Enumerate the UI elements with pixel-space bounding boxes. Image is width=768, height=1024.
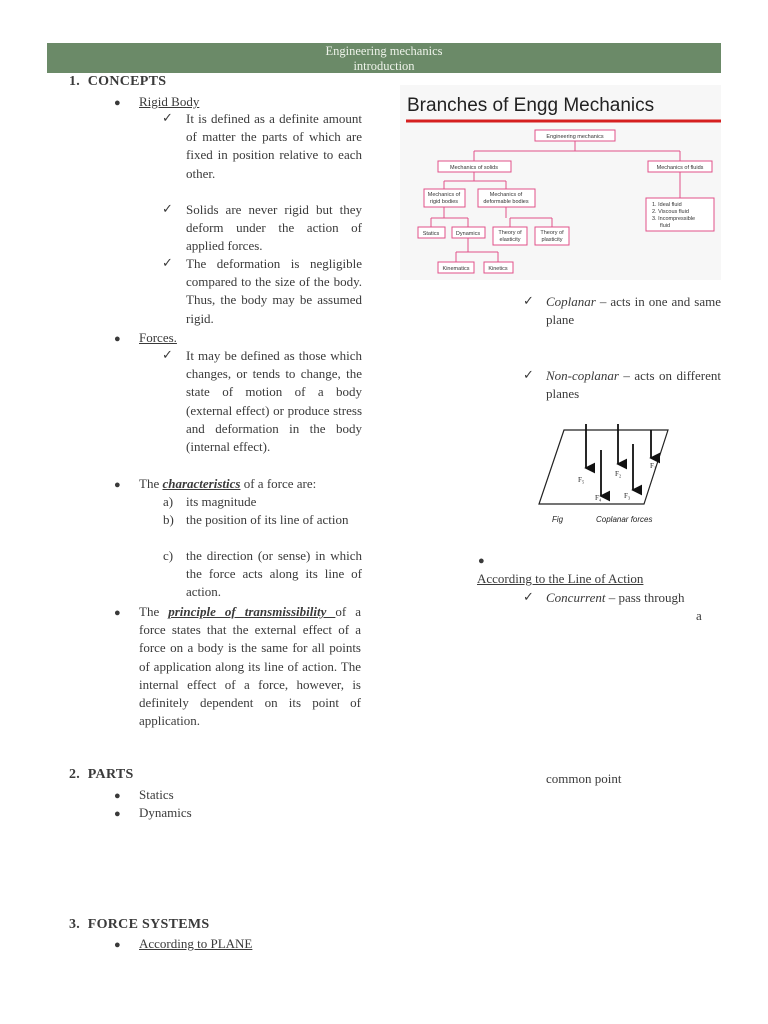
coplanar-forces-figure — [536, 424, 671, 530]
node-fluids-label: Mechanics of fluids — [656, 165, 704, 171]
node-rigid-label: Mechanics of — [427, 192, 461, 198]
branches-diagram-svg — [400, 85, 721, 280]
force-system-plane: According to PLANE — [139, 936, 253, 951]
section-heading-concepts: 1. CONCEPTS — [69, 74, 167, 89]
figure-label: Fig — [552, 515, 564, 524]
fluid-type-item: 2. Viscous fluid — [652, 209, 689, 215]
concurrent-continuation: a — [696, 608, 702, 623]
bullet-icon: ● — [114, 97, 121, 109]
node-statics-label: Statics — [422, 231, 440, 237]
node-dynamics-label: Dynamics — [455, 231, 481, 237]
force-label-f3: F₃ — [624, 492, 631, 500]
part-item-statics: Statics — [139, 787, 174, 802]
node-kinetics-label: Kinetics — [488, 266, 508, 272]
bullet-icon: ● — [478, 555, 485, 567]
header-title: Engineering mechanics — [325, 44, 443, 58]
line-of-action-heading: According to the Line of Action — [477, 571, 644, 586]
node-elasticity-label: elasticity — [499, 237, 521, 243]
fluid-type-item: 1. Ideal fluid — [652, 202, 682, 208]
bullet-icon: ● — [114, 479, 121, 491]
rigid-body-label: Rigid Body — [139, 94, 200, 109]
rigid-body-note-solids: Solids are never rigid but they deform under the action of applied forces. — [186, 202, 362, 254]
coplanar-term: Coplanar — [546, 294, 596, 309]
figure-caption: Coplanar forces — [596, 515, 653, 524]
node-elasticity-label: Theory of — [498, 230, 522, 236]
node-plasticity-label: Theory of — [540, 230, 564, 236]
transmissibility-term: principle of transmissibility — [168, 604, 336, 619]
rigid-body-definition: It is defined as a definite amount of matter the parts of which are fixed in position relative to each other. — [186, 111, 362, 181]
common-point-text: common point — [546, 771, 622, 786]
coplanar-definition: Coplanar – acts in one and same plane — [546, 294, 721, 328]
forces-definition: It may be defined as those which changes, or tends to change, the state of motion of a body (external effect) or produce stress and deformation in the body (internal effect). — [186, 348, 362, 455]
checkmark-icon: ✓ — [162, 255, 173, 270]
noncoplanar-definition: Non-coplanar – acts on different planes — [546, 368, 721, 402]
node-root-label: Engineering mechanics — [546, 134, 604, 140]
bullet-icon: ● — [114, 333, 121, 345]
part-item-dynamics: Dynamics — [139, 805, 192, 820]
bullet-icon: ● — [114, 790, 121, 802]
list-marker: c) — [163, 548, 174, 563]
force-label-f5: F₅ — [578, 476, 585, 484]
list-marker: a) — [163, 494, 174, 509]
transmissibility-paragraph: The principle of transmissibility of a force states that the external effect of a force on a body is the same for all points of application along its line of action. The internal effect of a force, however, is definitely dependent on its point of application. — [139, 604, 361, 729]
bullet-icon: ● — [114, 808, 121, 820]
list-marker: b) — [163, 512, 174, 527]
fluid-type-item: fluid — [660, 223, 671, 229]
section-heading-parts: 2. PARTS — [69, 767, 134, 782]
force-label-f2: F₂ — [615, 470, 622, 478]
checkmark-icon: ✓ — [523, 367, 534, 382]
checkmark-icon: ✓ — [162, 201, 173, 216]
document-header-banner — [47, 43, 721, 73]
characteristics-intro: The characteristics of a force are: — [139, 476, 317, 491]
characteristics-term: characteristics — [162, 476, 241, 491]
checkmark-icon: ✓ — [162, 110, 173, 125]
diagram-title: Branches of Engg Mechanics — [407, 95, 655, 116]
force-label-f4: F₄ — [595, 494, 602, 502]
noncoplanar-term: Non-coplanar — [546, 368, 619, 383]
checkmark-icon: ✓ — [523, 293, 534, 308]
rigid-body-note-deformation: The deformation is negligible compared to the size of the body. Thus, the body may be assumed rigid. — [186, 256, 362, 326]
forces-label: Forces. — [139, 330, 177, 345]
node-deformable-label: Mechanics of — [489, 192, 523, 198]
node-kinematics-label: Kinematics — [442, 266, 470, 272]
coplanar-forces-svg — [536, 424, 671, 530]
node-rigid-label: rigid bodies — [429, 199, 459, 205]
checkmark-icon: ✓ — [162, 347, 173, 362]
characteristic-item-direction: the direction (or sense) in which the force acts along its line of action. — [186, 548, 362, 600]
force-label-f1: F₁ — [650, 462, 657, 470]
node-plasticity-label: plasticity — [541, 237, 563, 243]
characteristic-item-magnitude: its magnitude — [186, 494, 257, 509]
header-subtitle: introduction — [353, 59, 415, 73]
concurrent-definition: Concurrent – pass through — [546, 590, 685, 605]
bullet-icon: ● — [114, 939, 121, 951]
node-solids-label: Mechanics of solids — [450, 165, 498, 171]
checkmark-icon: ✓ — [523, 589, 534, 604]
plane-outline — [539, 430, 668, 504]
bullet-icon: ● — [114, 607, 121, 619]
concurrent-term: Concurrent — [546, 590, 606, 605]
node-deformable-label: deformable bodies — [483, 199, 529, 205]
section-heading-force-systems: 3. FORCE SYSTEMS — [69, 917, 210, 932]
characteristic-item-position: the position of its line of action — [186, 512, 349, 527]
branches-diagram — [400, 85, 721, 280]
fluid-type-item: 3. Incompressible — [652, 216, 696, 222]
